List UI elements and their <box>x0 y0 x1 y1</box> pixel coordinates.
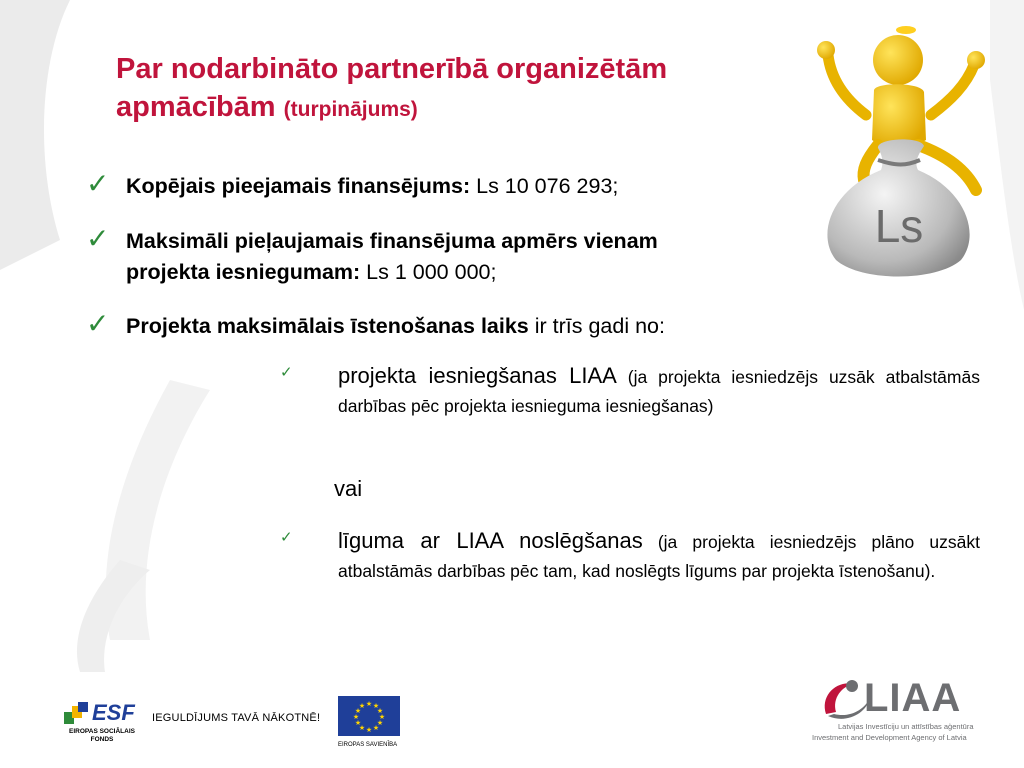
footer <box>0 672 1024 768</box>
svg-text:★: ★ <box>376 719 384 727</box>
svg-text:★: ★ <box>354 707 362 715</box>
sub-item-submission <box>280 361 980 421</box>
slogan: IEGULDĪJUMS TAVĀ NĀKOTNĒ! <box>152 712 321 724</box>
check-icon: ✓ <box>86 222 110 255</box>
esf-caption-2: FONDS <box>90 736 114 743</box>
bullet-text: Ls 10 076 293; <box>470 174 619 198</box>
bullet-bold: Maksimāli pieļaujamais finansējuma apmērs vienam projekta iesniegumam: <box>126 229 658 284</box>
esf-logo-text: ESF <box>92 700 135 725</box>
bullet-bold: Projekta maksimālais īstenošanas laiks <box>126 314 529 338</box>
title-line-1: Par nodarbināto partnerībā organizētām <box>116 53 668 85</box>
check-icon: ✓ <box>86 167 110 200</box>
liaa-caption-1: Latvijas Investīciju un attīstības aģentūra <box>838 722 974 731</box>
sub-item-note: (ja projekta iesniedzējs uzsāk atbalstāmās darbības pēc projekta iesnieguma iesniegšanas) <box>338 367 980 416</box>
svg-text:★: ★ <box>358 702 366 710</box>
eu-logo <box>338 696 402 748</box>
svg-text:★: ★ <box>365 726 373 734</box>
title-line-2 <box>116 88 816 129</box>
bullet-total-funding <box>86 167 806 202</box>
svg-text:★: ★ <box>376 707 384 715</box>
svg-text:★: ★ <box>352 713 360 721</box>
title-subtitle: (turpinājums) <box>283 98 418 121</box>
svg-text:★: ★ <box>365 700 373 708</box>
esf-logo <box>62 694 142 746</box>
esf-caption-1: EIROPAS SOCIĀLAIS <box>69 728 135 735</box>
money-bag-illustration <box>806 20 996 285</box>
bullet-text: Ls 1 000 000; <box>360 260 497 284</box>
sub-item-main: projekta iesniegšanas LIAA <box>338 363 617 388</box>
bullet-text: ir trīs gadi no: <box>528 314 665 338</box>
sub-item-main: līguma ar LIAA noslēgšanas <box>338 528 643 553</box>
title-main: apmācībām <box>116 91 276 123</box>
svg-text:★: ★ <box>378 713 386 721</box>
svg-text:★: ★ <box>358 724 366 732</box>
sub-item-contract <box>280 526 980 586</box>
liaa-caption-2: Investment and Development Agency of Latvia <box>812 733 967 742</box>
bullet-max-funding <box>86 222 746 288</box>
check-icon: ✓ <box>280 528 293 546</box>
bullet-max-duration <box>86 307 806 342</box>
check-icon: ✓ <box>280 363 293 381</box>
eu-flag-icon <box>338 696 400 736</box>
liaa-logo <box>812 674 998 754</box>
bag-currency-label: Ls <box>874 200 924 252</box>
or-text: vai <box>334 476 363 501</box>
sub-item-note: (ja projekta iesniedzējs plāno uzsākt atbalstāmās darbības pēc tam, kad noslēgts līgums par projekta īstenošanu). <box>338 532 980 581</box>
check-icon: ✓ <box>86 307 110 340</box>
eu-caption: EIROPAS SAVIENĪBA <box>338 742 398 748</box>
esf-mark-icon <box>64 702 90 726</box>
bullet-bold: Kopējais pieejamais finansējums: <box>126 174 471 198</box>
svg-text:★: ★ <box>354 719 362 727</box>
svg-text:★: ★ <box>372 724 380 732</box>
svg-text:★: ★ <box>372 702 380 710</box>
liaa-logo-text: LIAA <box>864 676 962 720</box>
slide-title <box>116 50 816 129</box>
